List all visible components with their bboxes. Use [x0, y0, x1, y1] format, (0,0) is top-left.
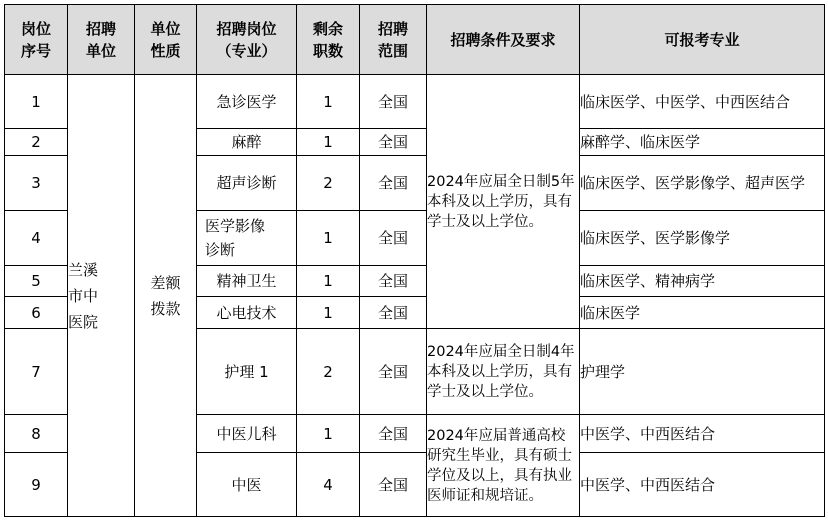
cell-majors: 临床医学、医学影像学、超声医学 [580, 156, 825, 211]
cell-remaining: 1 [297, 75, 360, 129]
cell-seq: 8 [5, 415, 68, 453]
header-unit: 招聘 单位 [68, 5, 135, 75]
cell-majors: 临床医学 [580, 297, 825, 329]
cell-conditions-2: 2024年应届全日制4年本科及以上学历，具有学士及以上学位。 [427, 329, 580, 415]
cell-seq: 1 [5, 75, 68, 129]
cell-remaining: 2 [297, 156, 360, 211]
cell-majors: 护理学 [580, 329, 825, 415]
cell-conditions-3: 2024年应届普通高校研究生毕业，具有硕士学位及以上，具有执业医师证和规培证。 [427, 415, 580, 517]
cell-position: 急诊医学 [197, 75, 297, 129]
cell-seq: 3 [5, 156, 68, 211]
cell-remaining: 2 [297, 329, 360, 415]
cell-position: 中医儿科 [197, 415, 297, 453]
header-conditions: 招聘条件及要求 [427, 5, 580, 75]
table-row [5, 75, 825, 129]
cell-seq: 9 [5, 453, 68, 517]
cell-position: 心电技术 [197, 297, 297, 329]
cell-scope: 全国 [360, 211, 427, 266]
cell-seq: 4 [5, 211, 68, 266]
cell-remaining: 1 [297, 129, 360, 156]
cell-position: 超声诊断 [197, 156, 297, 211]
cell-remaining: 4 [297, 453, 360, 517]
cell-scope: 全国 [360, 453, 427, 517]
cell-remaining: 1 [297, 211, 360, 266]
cell-position: 医学影像诊断 [197, 211, 297, 266]
cell-position: 护理 1 [197, 329, 297, 415]
cell-position: 中医 [197, 453, 297, 517]
cell-majors: 临床医学、中医学、中西医结合 [580, 75, 825, 129]
cell-majors: 麻醉学、临床医学 [580, 129, 825, 156]
cell-unit: 兰溪 市中 医院 [68, 75, 135, 517]
cell-scope: 全国 [360, 129, 427, 156]
header-nature: 单位 性质 [135, 5, 197, 75]
cell-scope: 全国 [360, 329, 427, 415]
header-row [5, 5, 825, 75]
cell-position: 精神卫生 [197, 266, 297, 297]
cell-majors: 中医学、中西医结合 [580, 415, 825, 453]
header-position: 招聘岗位 （专业） [197, 5, 297, 75]
cell-seq: 5 [5, 266, 68, 297]
cell-scope: 全国 [360, 156, 427, 211]
header-seq: 岗位 序号 [5, 5, 68, 75]
cell-remaining: 1 [297, 297, 360, 329]
cell-seq: 7 [5, 329, 68, 415]
cell-seq: 6 [5, 297, 68, 329]
header-scope: 招聘 范围 [360, 5, 427, 75]
cell-scope: 全国 [360, 415, 427, 453]
cell-seq: 2 [5, 129, 68, 156]
cell-remaining: 1 [297, 415, 360, 453]
header-majors: 可报考专业 [580, 5, 825, 75]
recruitment-table [4, 4, 825, 517]
cell-nature: 差额 拨款 [135, 75, 197, 517]
cell-scope: 全国 [360, 75, 427, 129]
cell-majors: 临床医学、医学影像学 [580, 211, 825, 266]
cell-majors: 临床医学、精神病学 [580, 266, 825, 297]
cell-scope: 全国 [360, 297, 427, 329]
cell-position: 麻醉 [197, 129, 297, 156]
cell-conditions-1: 2024年应届全日制5年本科及以上学历，具有学士及以上学位。 [427, 75, 580, 329]
header-remaining: 剩余 职数 [297, 5, 360, 75]
cell-remaining: 1 [297, 266, 360, 297]
cell-majors: 中医学、中西医结合 [580, 453, 825, 517]
cell-scope: 全国 [360, 266, 427, 297]
